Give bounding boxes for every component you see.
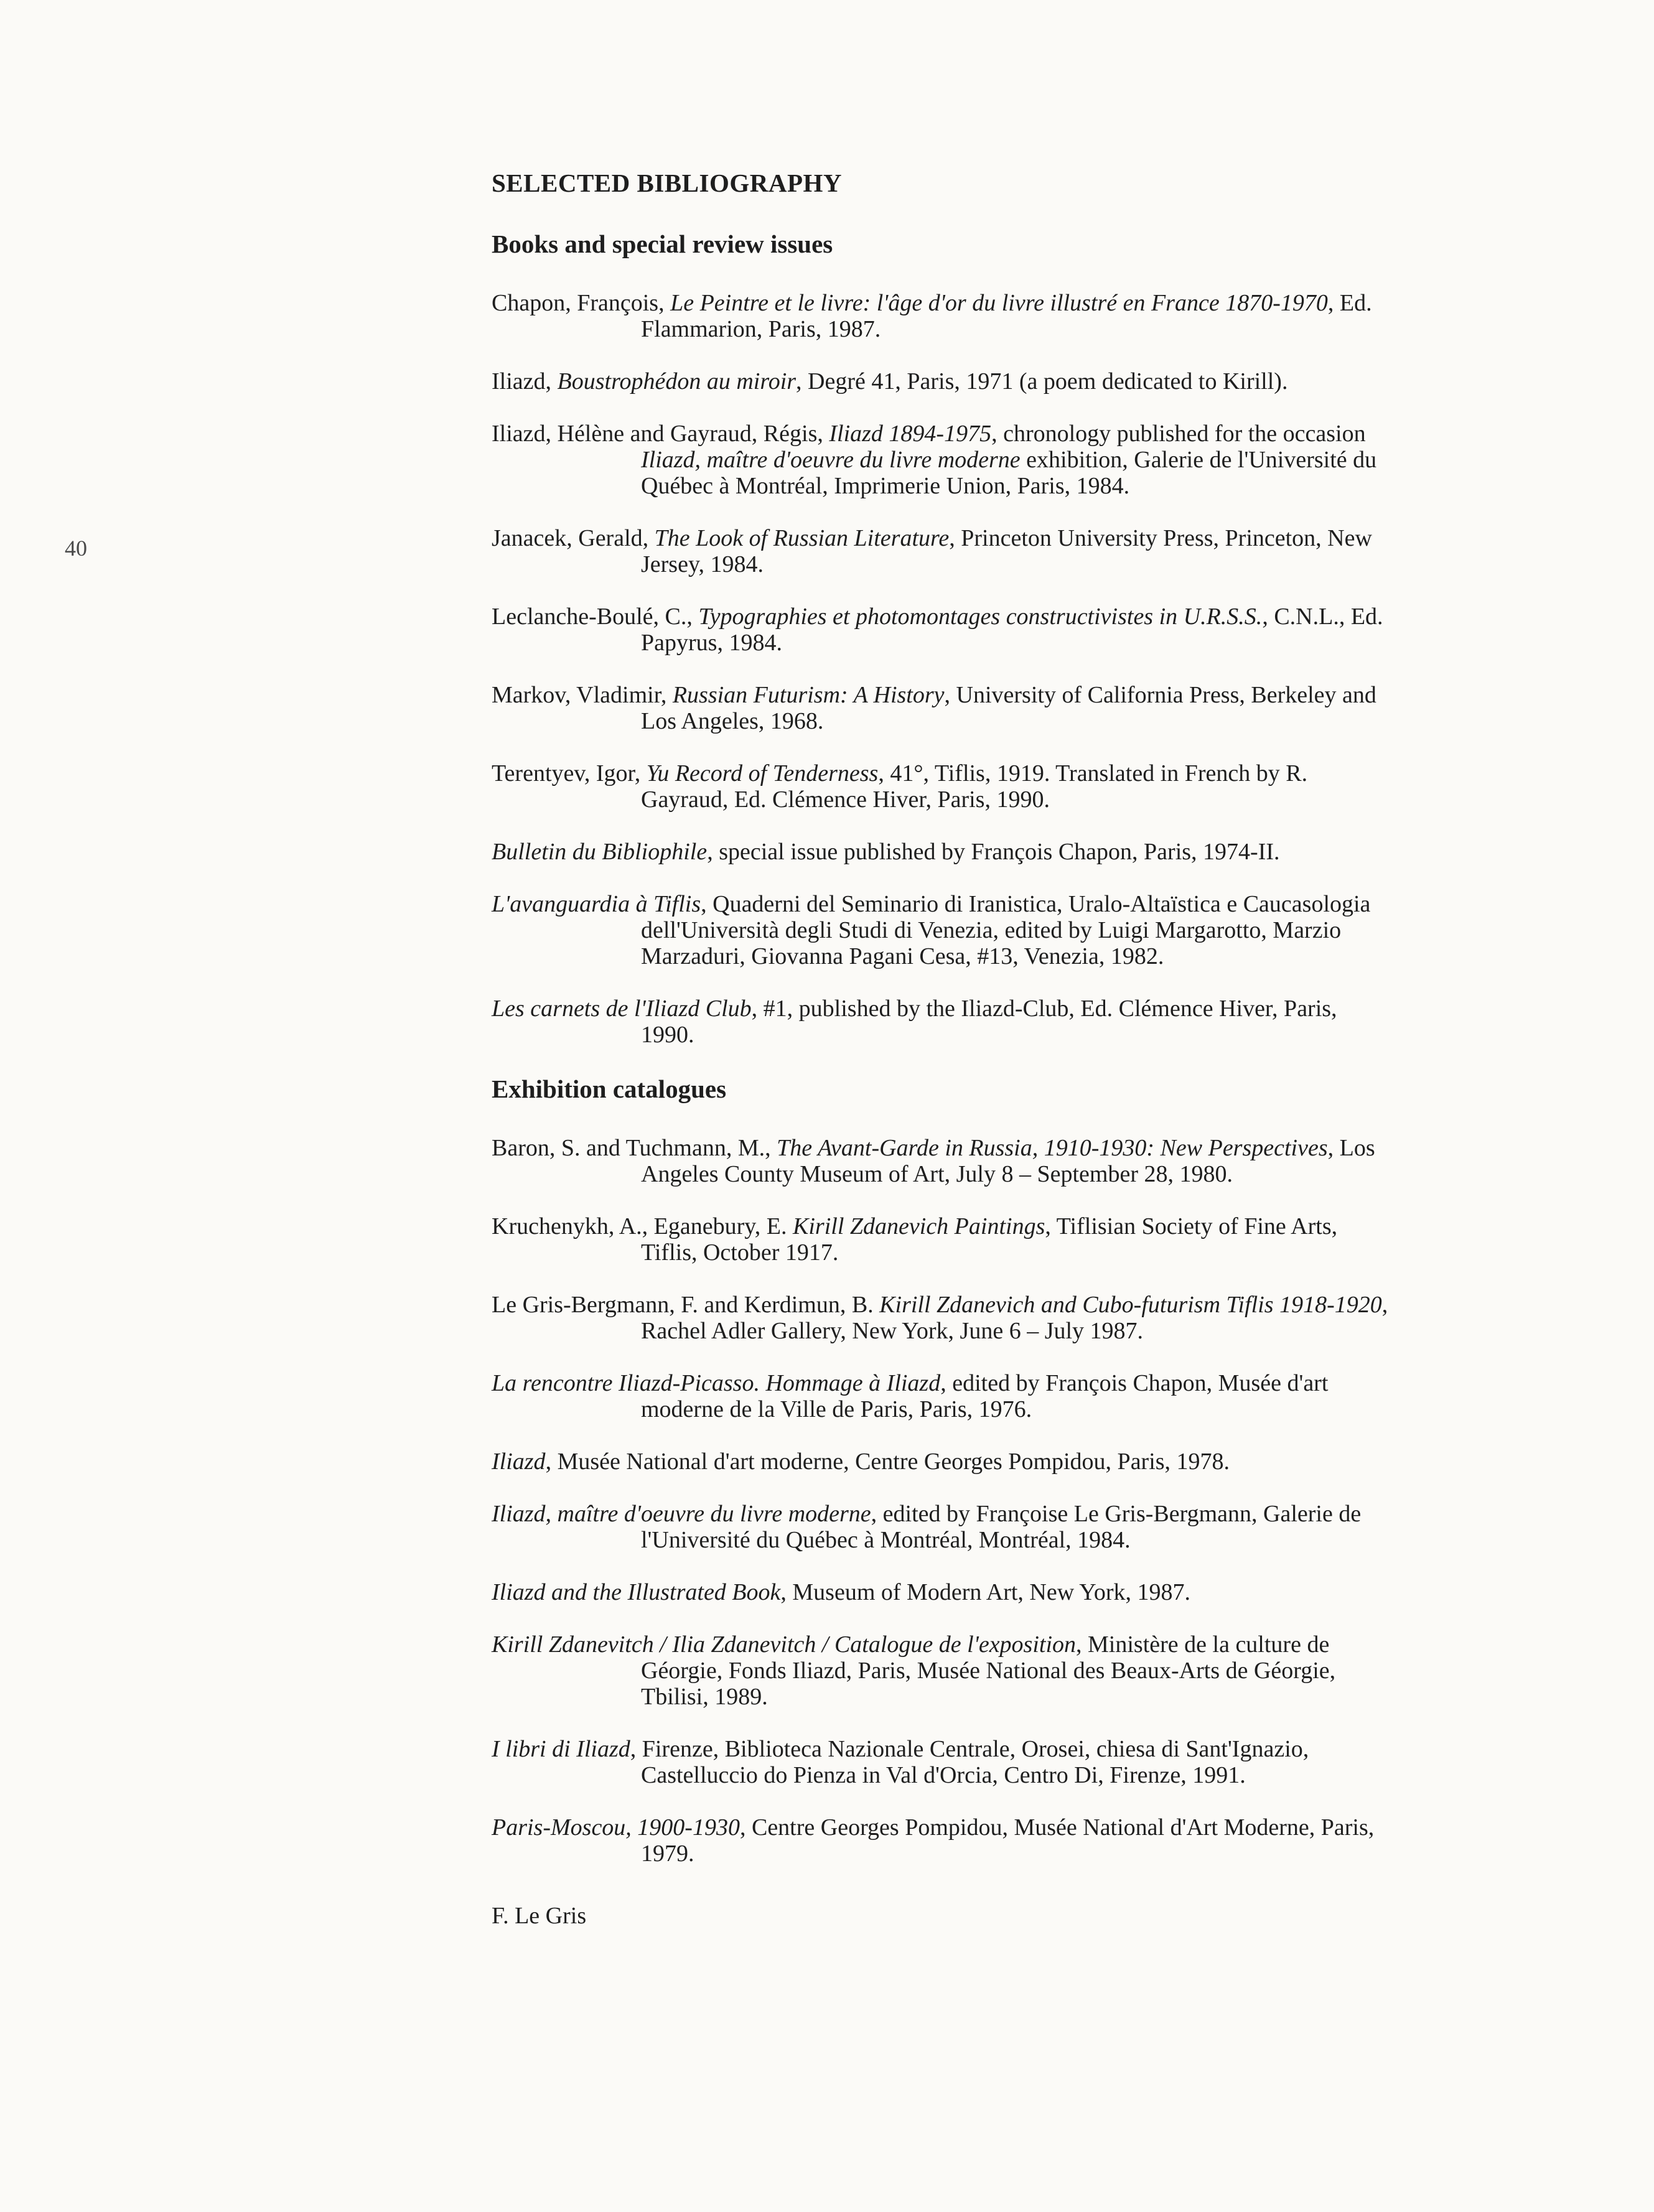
bibliography-entry bbox=[492, 1449, 1394, 1475]
entry-text: , edited by François Chapon, Musée d'art moderne de la Ville de Paris, Paris, 1976. bbox=[641, 1370, 1329, 1422]
entry-text: , University of California Press, Berkeley and Los Angeles, 1968. bbox=[641, 682, 1376, 734]
bibliography-entry bbox=[492, 525, 1394, 577]
entry-title-text: Typographies et photomontages constructivistes in U.R.S.S. bbox=[698, 604, 1263, 630]
entry-title-text: Kirill Zdanevitch / Ilia Zdanevitch / Catalogue de l'exposition bbox=[492, 1631, 1077, 1658]
entry-text: exhibition, Galerie de l'Université du Québec à Montréal, Imprimerie Union, Paris, 1984. bbox=[641, 447, 1377, 499]
entry-text: , Quaderni del Seminario di Iranistica, Uralo-Altaïstica e Caucasologia dell'Università degli Studi di Venezia, edited by Luigi Margarotto, Marzio Marzaduri, Giovanna Pagani Cesa, #13, Venezia, 1982. bbox=[641, 891, 1371, 969]
bibliography-entry bbox=[492, 1631, 1394, 1710]
entry-title-text: The Avant-Garde in Russia, 1910-1930: New Perspectives bbox=[777, 1135, 1328, 1161]
entry-text: , Museum of Modern Art, New York, 1987. bbox=[780, 1579, 1191, 1605]
entry-title-text: Yu Record of Tenderness bbox=[646, 760, 879, 786]
entry-title-text: Paris-Moscou, 1900-1930 bbox=[492, 1814, 740, 1841]
entry-text: Chapon, François, bbox=[492, 290, 671, 316]
bibliography-entry bbox=[492, 1292, 1394, 1344]
bibliography-entry bbox=[492, 682, 1394, 734]
entry-text: , Musée National d'art moderne, Centre Georges Pompidou, Paris, 1978. bbox=[545, 1449, 1230, 1475]
entry-text: , Ministère de la culture de Géorgie, Fonds Iliazd, Paris, Musée National des Beaux-Arts de Géorgie, Tbilisi, 1989. bbox=[641, 1631, 1336, 1710]
entry-text: Markov, Vladimir, bbox=[492, 682, 673, 708]
entry-text: Le Gris-Bergmann, F. and Kerdimun, B. bbox=[492, 1292, 880, 1318]
entry-text: Baron, S. and Tuchmann, M., bbox=[492, 1135, 777, 1161]
entry-title-text: Le Peintre et le livre: l'âge d'or du livre illustré en France 1870-1970 bbox=[670, 290, 1328, 316]
entry-title-text: Iliazd, maître d'oeuvre du livre moderne bbox=[492, 1501, 871, 1527]
entry-list bbox=[492, 1135, 1394, 1867]
bibliography-entry bbox=[492, 290, 1394, 342]
entry-text: Janacek, Gerald, bbox=[492, 525, 655, 551]
entry-text: Iliazd, Hélène and Gayraud, Régis, bbox=[492, 421, 829, 447]
entry-title-text: L'avanguardia à Tiflis bbox=[492, 891, 701, 917]
entry-list bbox=[492, 290, 1394, 1048]
section-books bbox=[492, 229, 1394, 1048]
entry-title-text: La rencontre Iliazd-Picasso. Hommage à Iliazd bbox=[492, 1370, 941, 1396]
entry-text: Kruchenykh, A., Eganebury, E. bbox=[492, 1213, 793, 1239]
entry-text: Leclanche-Boulé, C., bbox=[492, 604, 699, 630]
entry-text: , Los Angeles County Museum of Art, July 8 – September 28, 1980. bbox=[641, 1135, 1375, 1187]
entry-text: , Rachel Adler Gallery, New York, June 6 – July 1987. bbox=[641, 1292, 1388, 1344]
bibliography-entry bbox=[492, 1579, 1394, 1605]
entry-title-text: I libri di Iliazd bbox=[492, 1736, 630, 1762]
entry-title-text: Bulletin du Bibliophile bbox=[492, 839, 708, 865]
entry-text: , edited by Françoise Le Gris-Bergmann, Galerie de l'Université du Québec à Montréal, Montréal, 1984. bbox=[641, 1501, 1362, 1553]
entry-title-text: Boustrophédon au miroir bbox=[557, 368, 797, 394]
bibliography-entry bbox=[492, 1814, 1394, 1867]
section-heading: Exhibition catalogues bbox=[492, 1075, 727, 1103]
entry-text: , Centre Georges Pompidou, Musée National d'Art Moderne, Paris, 1979. bbox=[641, 1814, 1375, 1867]
entry-title-text: Iliazd bbox=[492, 1449, 546, 1475]
bibliography-entry bbox=[492, 368, 1394, 394]
entry-title-text: Les carnets de l'Iliazd Club bbox=[492, 996, 752, 1022]
section-exhibition-catalogues bbox=[492, 1074, 1394, 1867]
entry-title-text: Russian Futurism: A History bbox=[672, 682, 945, 708]
bibliography-entry bbox=[492, 604, 1394, 656]
bibliography-entry bbox=[492, 891, 1394, 969]
entry-text: , Princeton University Press, Princeton, New Jersey, 1984. bbox=[641, 525, 1372, 577]
entry-title-text: Iliazd and the Illustrated Book bbox=[492, 1579, 781, 1605]
bibliography-entry bbox=[492, 1370, 1394, 1422]
bibliography-entry bbox=[492, 839, 1394, 865]
page-number: 40 bbox=[65, 536, 87, 561]
entry-title-text: Iliazd 1894-1975 bbox=[829, 421, 992, 447]
entry-title-text: Iliazd, maître d'oeuvre du livre moderne bbox=[641, 447, 1021, 473]
entry-text: , special issue published by François Chapon, Paris, 1974-II. bbox=[707, 839, 1280, 865]
entry-text: Terentyev, Igor, bbox=[492, 760, 647, 786]
section-heading: Books and special review issues bbox=[492, 230, 833, 258]
bibliography-entry bbox=[492, 1501, 1394, 1553]
entry-text: , Tiflisian Society of Fine Arts, Tiflis, October 1917. bbox=[641, 1213, 1338, 1266]
entry-text: , Firenze, Biblioteca Nazionale Centrale, Orosei, chiesa di Sant'Ignazio, Castelluccio do Pienza in Val d'Orcia, Centro Di, Firenze, 1991. bbox=[630, 1736, 1309, 1788]
entry-title-text: The Look of Russian Literature bbox=[654, 525, 950, 551]
bibliography-entry bbox=[492, 996, 1394, 1048]
bibliography-entry bbox=[492, 760, 1394, 813]
author-signature: F. Le Gris bbox=[492, 1903, 587, 1929]
entry-text: Iliazd, bbox=[492, 368, 558, 394]
bibliography-entry bbox=[492, 1736, 1394, 1788]
bibliography-entry bbox=[492, 1135, 1394, 1187]
entry-title-text: Kirill Zdanevich Paintings bbox=[793, 1213, 1045, 1239]
bibliography-entry bbox=[492, 421, 1394, 499]
entry-text: , 41°, Tiflis, 1919. Translated in French by R. Gayraud, Ed. Clémence Hiver, Paris, 1990. bbox=[641, 760, 1308, 813]
entry-text: , Ed. Flammarion, Paris, 1987. bbox=[641, 290, 1372, 342]
bibliography bbox=[492, 168, 1394, 1929]
bibliography-entry bbox=[492, 1213, 1394, 1266]
entry-title-text: Kirill Zdanevich and Cubo-futurism Tiflis 1918-1920 bbox=[879, 1292, 1382, 1318]
page-title: SELECTED BIBLIOGRAPHY bbox=[492, 169, 842, 197]
entry-text: , #1, published by the Iliazd-Club, Ed. Clémence Hiver, Paris, 1990. bbox=[641, 996, 1337, 1048]
entry-text: , C.N.L., Ed. Papyrus, 1984. bbox=[641, 604, 1383, 656]
entry-text: , chronology published for the occasion bbox=[991, 421, 1366, 447]
entry-text: , Degré 41, Paris, 1971 (a poem dedicated to Kirill). bbox=[796, 368, 1288, 394]
